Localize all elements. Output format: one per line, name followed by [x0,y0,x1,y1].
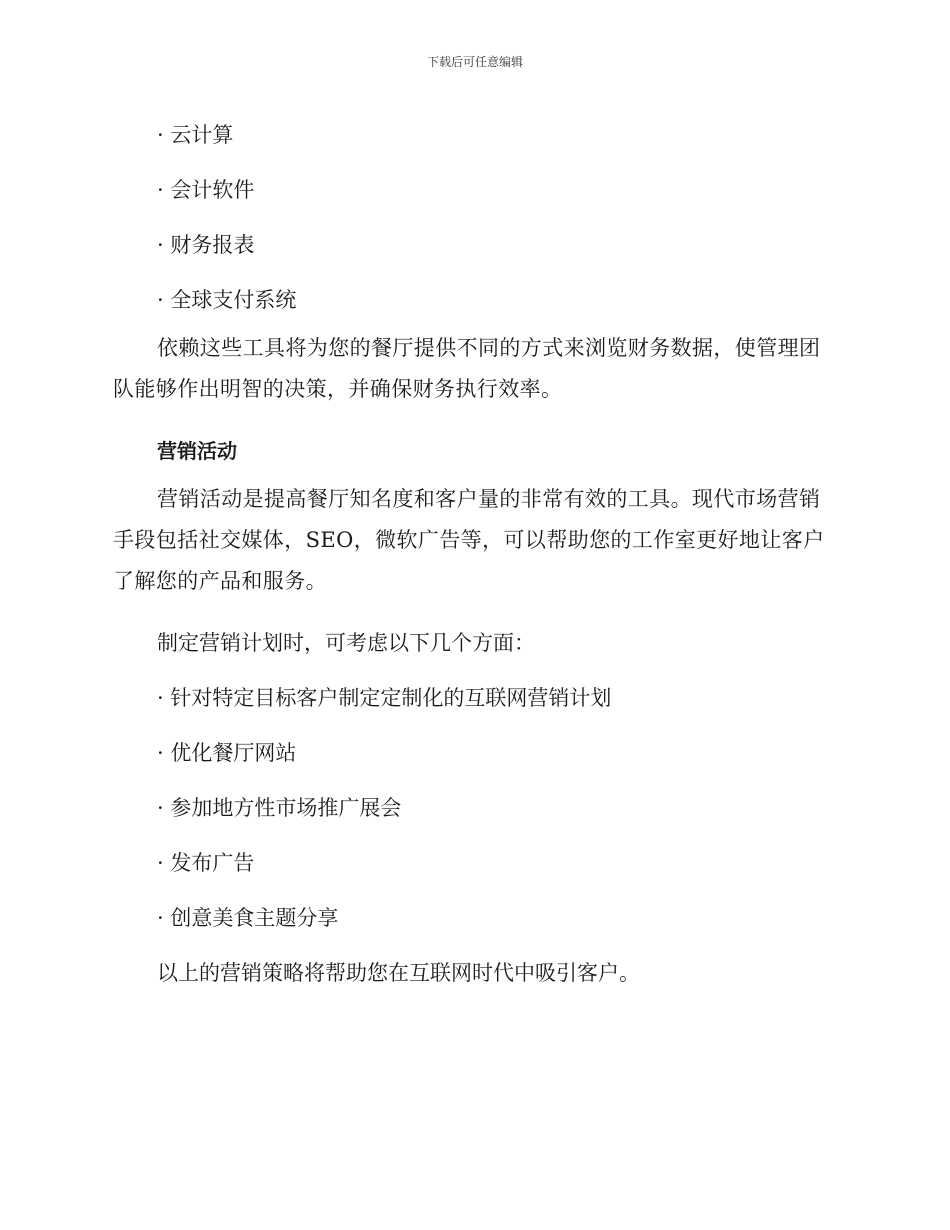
list-item: · 会计软件 [157,178,255,202]
list-item: · 全球支付系统 [157,288,297,312]
list-item: · 云计算 [157,123,234,147]
document-body [113,108,833,1001]
plan-intro: 制定营销计划时，可考虑以下几个方面： [157,631,535,655]
list-item: · 发布广告 [157,851,255,875]
tools-paragraph: 依赖这些工具将为您的餐厅提供不同的方式来浏览财务数据，使管理团队能够作出明智的决策，并确保财务执行效率。 [113,336,821,401]
list-item: · 参加地方性市场推广展会 [157,796,402,820]
section-heading: 营销活动 [157,439,237,463]
conclusion-paragraph: 以上的营销策略将帮助您在互联网时代中吸引客户。 [157,961,640,985]
list-item: · 针对特定目标客户制定定制化的互联网营销计划 [157,686,612,710]
list-item: · 创意美食主题分享 [157,906,339,930]
list-item: · 优化餐厅网站 [157,741,297,765]
page-header: 下载后可任意编辑 [426,55,523,69]
marketing-paragraph: 营销活动是提高餐厅知名度和客户量的非常有效的工具。现代市场营销手段包括社交媒体，SEO，微软广告等，可以帮助您的工作室更好地让客户了解您的产品和服务。 [113,487,825,593]
list-item: · 财务报表 [157,233,255,257]
